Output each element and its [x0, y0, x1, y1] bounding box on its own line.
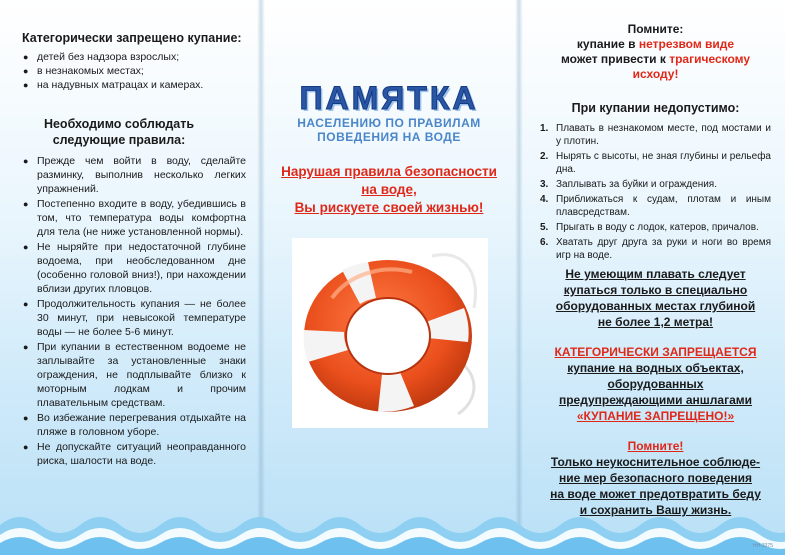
remember-title: Помните:: [627, 22, 684, 36]
rules-list: [22, 154, 246, 468]
left-panel: [0, 0, 260, 555]
safety-warning: [262, 163, 516, 217]
note-line: не более 1,2 метра!: [597, 315, 714, 329]
list-item: [540, 122, 771, 148]
item-text: Заплывать за буйки и ограждения.: [556, 179, 717, 190]
remember-line: [540, 52, 771, 82]
note-line: оборудованных: [607, 377, 704, 391]
note-line: оборудованных местах глубиной: [555, 299, 756, 313]
list-item: [540, 178, 771, 191]
life-ring-image: [292, 238, 488, 428]
note-line: ние мер безопасного поведения: [559, 471, 752, 485]
item-number: 6.: [540, 237, 549, 248]
warning-line: на воде,: [361, 182, 417, 197]
text-fragment-red: нетрезвом виде: [638, 37, 735, 51]
note-line: предупреждающими аншлагами: [558, 393, 753, 407]
list-item: ● Постепенно входите в воду, убедившись в том, что температура воды комфортна для тела (не ниже установленной нормы).: [22, 197, 246, 239]
memo-subtitle: [262, 116, 516, 144]
list-item: ● При купании в естественном водоеме не заплывайте за установленные знаки ограждения, не подплывайте близко к моторным лодкам и прочим плавательным средствам.: [22, 340, 246, 410]
item-text: Плавать в незнакомом месте, под мостами и у плотин.: [556, 123, 771, 147]
note-line: купаться только в специально: [563, 283, 748, 297]
item-text: Прыгать в воду с лодок, катеров, причалов.: [556, 222, 759, 233]
rules-heading: Необходимо соблюдать следующие правила:: [43, 117, 195, 147]
item-number: 3.: [540, 179, 549, 190]
forbidden-areas-note: [540, 344, 771, 424]
item-number: 5.: [540, 222, 549, 233]
warning-line: Вы рискуете своей жизнью!: [294, 200, 484, 215]
life-ring-icon: [292, 238, 488, 428]
remember-line: [540, 37, 771, 52]
unacceptable-heading: При купании недопустимо:: [571, 101, 740, 115]
remember-title: Помните!: [627, 439, 684, 453]
text-fragment: купание в: [576, 37, 639, 51]
forbid-title: КАТЕГОРИЧЕСКИ ЗАПРЕЩАЕТСЯ: [554, 345, 757, 359]
warning-line: Нарушая правила безопасности: [281, 164, 497, 179]
subtitle-line: ПОВЕДЕНИЯ НА ВОДЕ: [317, 130, 461, 144]
unacceptable-list: [540, 122, 771, 262]
list-item: [540, 150, 771, 176]
item-text: Хватать друг друга за руки и ноги во время игр на воде.: [556, 237, 771, 261]
right-panel: [520, 0, 785, 555]
forbidden-swimming-list: [22, 50, 246, 92]
list-item: ● Продолжительность купания — не более 30 минут, при невысокой температуре воды — не более 5-6 минут.: [22, 297, 246, 339]
list-item: [540, 193, 771, 219]
memo-title: ПАМЯТКА: [299, 80, 479, 116]
text-fragment-red: трагическому исходу!: [632, 52, 751, 81]
item-number: 4.: [540, 194, 549, 205]
list-item: ● Во избежание перегревания отдыхайте на пляже в головном уборе.: [22, 411, 246, 439]
item-text: Нырять с высоты, не зная глубины и рельефа дна.: [556, 151, 771, 175]
list-item: [540, 236, 771, 262]
forbid-sign-text: «КУПАНИЕ ЗАПРЕЩЕНО!»: [576, 409, 735, 423]
list-item: ● детей без надзора взрослых;: [22, 50, 246, 64]
center-panel: [262, 0, 516, 555]
list-item: [540, 221, 771, 234]
text-fragment: может привести к: [560, 52, 670, 66]
item-number: 2.: [540, 151, 549, 162]
list-item: ● в незнакомых местах;: [22, 64, 246, 78]
item-number: 1.: [540, 123, 549, 134]
forbidden-swimming-heading: Категорически запрещено купание:: [22, 31, 242, 45]
note-line: и сохранить Вашу жизнь.: [579, 503, 732, 517]
print-code: НН-3375: [752, 543, 773, 549]
remember-drunk-block: [540, 22, 771, 82]
list-item: ● на надувных матрацах и камерах.: [22, 78, 246, 92]
note-line: Только неукоснительное соблюде-: [550, 455, 761, 469]
non-swimmers-note: [540, 266, 771, 330]
note-line: Не умеющим плавать следует: [565, 267, 746, 281]
note-line: на воде может предотвратить беду: [550, 487, 761, 501]
list-item: ● Прежде чем войти в воду, сделайте разминку, выполнив несколько легких упражнений.: [22, 154, 246, 196]
waves-decoration: [0, 495, 785, 555]
item-text: Приближаться к судам, плотам и иным плавсредствам.: [556, 194, 771, 218]
subtitle-line: НАСЕЛЕНИЮ ПО ПРАВИЛАМ: [297, 116, 481, 130]
list-item: ● Не допускайте ситуаций неоправданного риска, шалости на воде.: [22, 440, 246, 468]
note-line: купание на водных объектах,: [567, 361, 744, 375]
list-item: ● Не ныряйте при недостаточной глубине водоема, при необследованном дне (особенно головой вниз!), при нахождении вблизи других пловцов.: [22, 240, 246, 296]
